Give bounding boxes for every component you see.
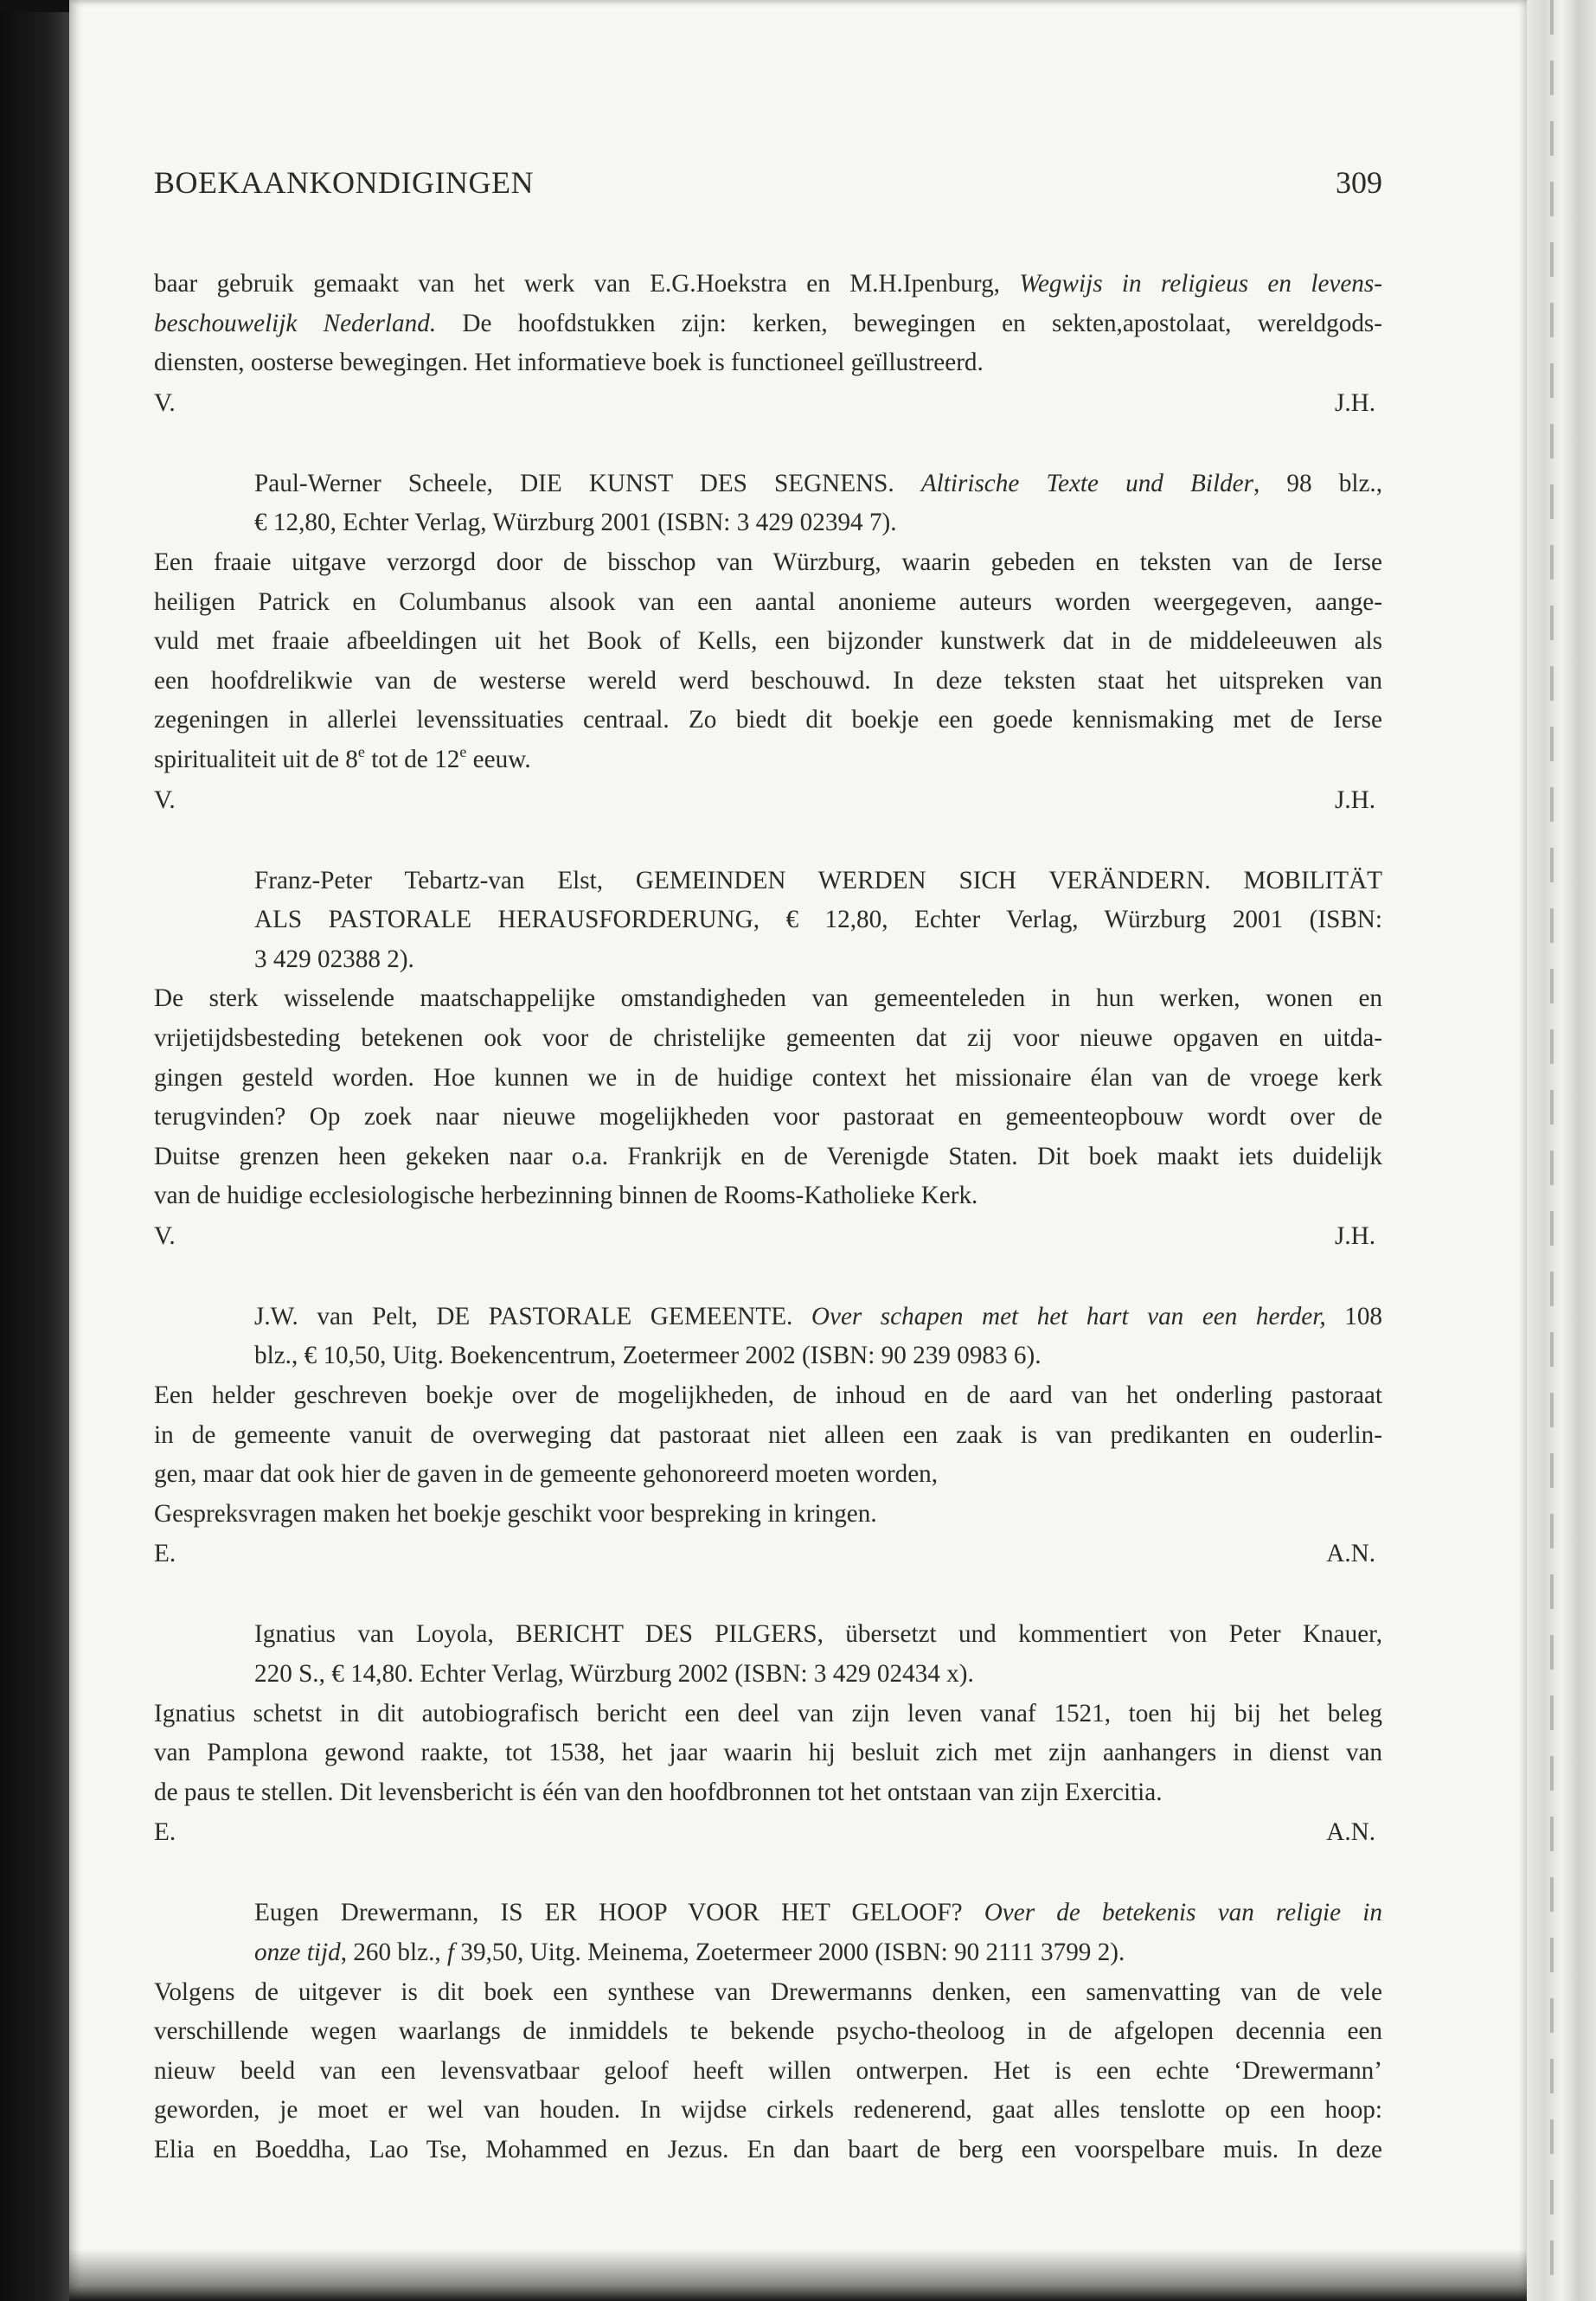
text-line: van Pamplona gewond raakte, tot 1538, het jaar waarin hij besluit zich met zijn aanhangers in dienst van <box>154 1739 1382 1767</box>
text-run: Paul-Werner Scheele, DIE KUNST DES SEGNENS. <box>254 469 921 497</box>
text-line: de paus te stellen. Dit levensbericht is één van den hoofdbronnen tot het ontstaan van zijn Exercitia. <box>154 1778 1163 1806</box>
page-number: 309 <box>1336 165 1382 200</box>
book-citation <box>154 465 1382 543</box>
review-entry <box>154 1894 1382 2170</box>
citation-line <box>154 1894 1382 1933</box>
review-signature <box>154 383 1382 423</box>
signature-initial: V. <box>154 388 176 417</box>
scan-shadow-bottom <box>69 2249 1527 2301</box>
text-line: gen, maar dat ook hier de gaven in de gemeente gehonoreerd moeten worden, <box>154 1460 939 1489</box>
text-line: vrijetijdsbesteding betekenen ook voor de christelijke gemeenten dat zij voor nieuwe opgaven en uitda- <box>154 1023 1382 1052</box>
text-line: geworden, je moet er wel van houden. In wijdse cirkels redenerend, gaat alles tenslotte op een hoop: <box>154 2096 1382 2125</box>
italic-title: onze tijd <box>254 1939 341 1966</box>
text-line: vuld met fraaie afbeeldingen uit het Book of Kells, een bijzonder kunstwerk dat in de middeleeuwen als <box>154 627 1382 656</box>
review-entry <box>154 1615 1382 1852</box>
book-citation <box>154 1615 1382 1694</box>
text-line <box>154 304 1382 344</box>
review-body <box>154 1376 1382 1534</box>
text-line: zegeningen in allerlei levenssituaties centraal. Zo biedt dit boekje een goede kennismaking met de Ierse <box>154 706 1382 734</box>
text-run: , 260 blz., <box>340 1939 447 1966</box>
italic-title: Over de betekenis van religie in <box>984 1899 1382 1927</box>
text-line: van de huidige ecclesiologische herbezinning binnen de Rooms-Katholieke Kerk. <box>154 1182 978 1210</box>
text-run: , 98 blz., <box>1253 469 1382 497</box>
currency-symbol: f <box>446 1939 455 1966</box>
text-line: Een helder geschreven boekje over de mogelijkheden, de inhoud en de aard van het onderling pastoraat <box>154 1381 1382 1410</box>
book-citation <box>154 1298 1382 1376</box>
review-entry <box>154 465 1382 820</box>
text-run: J.W. van Pelt, DE PASTORALE GEMEENTE. <box>254 1302 811 1330</box>
reviewer-initials: A.N. <box>1326 1540 1375 1568</box>
signature-initial: V. <box>154 785 176 814</box>
text-run: € 12,80, Echter Verlag, Würzburg 2001 (ISBN: 3 429 02394 7). <box>254 509 897 537</box>
text-line: Volgens de uitgever is dit boek een synthese van Drewermanns denken, een samenvatting van de vele <box>154 1977 1382 2006</box>
scan-border-left <box>0 0 69 2301</box>
text-line: Een fraaie uitgave verzorgd door de bisschop van Würzburg, waarin gebeden en teksten van de Ierse <box>154 548 1382 576</box>
signature-initial: V. <box>154 1221 176 1250</box>
review-signature <box>154 780 1382 820</box>
text-run: Eugen Drewermann, IS ER HOOP VOOR HET GELOOF? <box>254 1899 984 1927</box>
reviewer-initials: A.N. <box>1326 1818 1375 1847</box>
signature-initial: E. <box>154 1818 176 1847</box>
binding-marks <box>1550 0 1554 2301</box>
text-run: 39,50, Uitg. Meinema, Zoetermeer 2000 (ISBN: 90 2111 3799 2). <box>454 1939 1125 1966</box>
running-head <box>154 164 1382 208</box>
citation-line: 220 S., € 14,80. Echter Verlag, Würzburg 2002 (ISBN: 3 429 02434 x). <box>254 1660 974 1689</box>
text-run: De hoofdstukken zijn: kerken, bewegingen en sekten,apostolaat, wereldgods- <box>436 309 1382 337</box>
citation-line: Ignatius van Loyola, BERICHT DES PILGERS, übersetzt und kommentiert von Peter Knauer, <box>254 1620 1382 1649</box>
text-line: Ignatius schetst in dit autobiografisch bericht een deel van zijn leven vanaf 1521, toen hij bij het beleg <box>154 1699 1382 1727</box>
review-body <box>154 1695 1382 1813</box>
citation-line <box>154 465 1382 504</box>
text-line: De sterk wisselende maatschappelijke omstandigheden van gemeenteleden in hun werken, wonen en <box>154 984 1382 1013</box>
text-line: Elia en Boeddha, Lao Tse, Mohammed en Jezus. En dan baart de berg een voorspelbare muis. In deze <box>154 2135 1382 2163</box>
reviewer-initials: J.H. <box>1334 785 1375 814</box>
italic-title: Over schapen met het hart van een herder, <box>811 1302 1326 1330</box>
review-signature <box>154 1812 1382 1852</box>
citation-line: ALS PASTORALE HERAUSFORDERUNG, € 12,80, Echter Verlag, Würzburg 2001 (ISBN: <box>254 906 1382 934</box>
text-line <box>154 265 1382 304</box>
text-run: 108 <box>1325 1302 1383 1330</box>
reviewer-initials: J.H. <box>1334 388 1375 417</box>
citation-line <box>154 1933 1382 1973</box>
italic-title: Altirische Texte und Bilder <box>920 469 1253 497</box>
review-body <box>154 979 1382 1216</box>
text-line: Duitse grenzen heen gekeken naar o.a. Frankrijk en de Verenigde Staten. Dit boek maakt iets duidelijk <box>154 1142 1382 1170</box>
italic-title: Wegwijs in religieus en levens- <box>1019 270 1382 298</box>
review-signature <box>154 1216 1382 1256</box>
text-run: diensten, oosterse bewegingen. Het informatieve boek is functioneel geïllustreerd. <box>154 349 984 377</box>
reviewer-initials: J.H. <box>1334 1221 1375 1250</box>
book-citation <box>154 862 1382 980</box>
page-content <box>154 265 1382 2170</box>
text-run: eeuw. <box>466 745 531 773</box>
text-run: spiritualiteit uit de 8 <box>154 745 358 773</box>
citation-line: blz., € 10,50, Uitg. Boekencentrum, Zoetermeer 2002 (ISBN: 90 239 0983 6). <box>254 1342 1042 1370</box>
review-body <box>154 543 1382 780</box>
text-line: verschillende wegen waarlangs de inmiddels te bekende psycho-theoloog in de afgelopen decennia een <box>154 2017 1382 2046</box>
signature-initial: E. <box>154 1540 176 1568</box>
text-line <box>154 343 1382 383</box>
text-line: terugvinden? Op zoek naar nieuwe mogelijkheden voor pastoraat en gemeenteopbouw wordt over de <box>154 1103 1382 1131</box>
text-line: in de gemeente vanuit de overweging dat pastoraat niet alleen een zaak is van predikanten en ouderlin- <box>154 1420 1382 1449</box>
review-signature <box>154 1534 1382 1574</box>
citation-line <box>154 503 1382 543</box>
text-line: Gespreksvragen maken het boekje geschikt voor bespreking in kringen. <box>154 1499 877 1528</box>
text-line <box>154 740 1382 780</box>
citation-line: Franz-Peter Tebartz-van Elst, GEMEINDEN WERDEN SICH VERÄNDERN. MOBILITÄT <box>254 866 1382 894</box>
review-entry <box>154 862 1382 1256</box>
superscript: e <box>459 742 467 760</box>
superscript: e <box>357 742 365 760</box>
intro-paragraph <box>154 265 1382 383</box>
book-page-edge <box>1527 0 1596 2301</box>
text-line: een hoofdrelikwie van de westerse wereld werd beschouwd. In deze teksten staat het uitspreken van <box>154 666 1382 695</box>
text-line: heiligen Patrick en Columbanus alsook van een aantal anonieme auteurs worden weergegeven, aange- <box>154 587 1382 616</box>
review-entry <box>154 1298 1382 1574</box>
review-body <box>154 1973 1382 2170</box>
book-citation <box>154 1894 1382 1972</box>
text-line: nieuw beeld van een levensvatbaar geloof heeft willen ontwerpen. Het is een echte ‘Drewermann’ <box>154 2056 1382 2085</box>
text-run: tot de 12 <box>364 745 460 773</box>
text-line: gingen gesteld worden. Hoe kunnen we in de huidige context het missionaire élan van de vroege kerk <box>154 1063 1382 1092</box>
citation-line <box>154 1298 1382 1337</box>
section-title: BOEKAANKONDIGINGEN <box>154 165 534 200</box>
text-run: baar gebruik gemaakt van het werk van E.G.Hoekstra en M.H.Ipenburg, <box>154 270 1020 298</box>
italic-title: beschouwelijk Nederland. <box>154 309 437 337</box>
citation-line: 3 429 02388 2). <box>254 945 414 973</box>
